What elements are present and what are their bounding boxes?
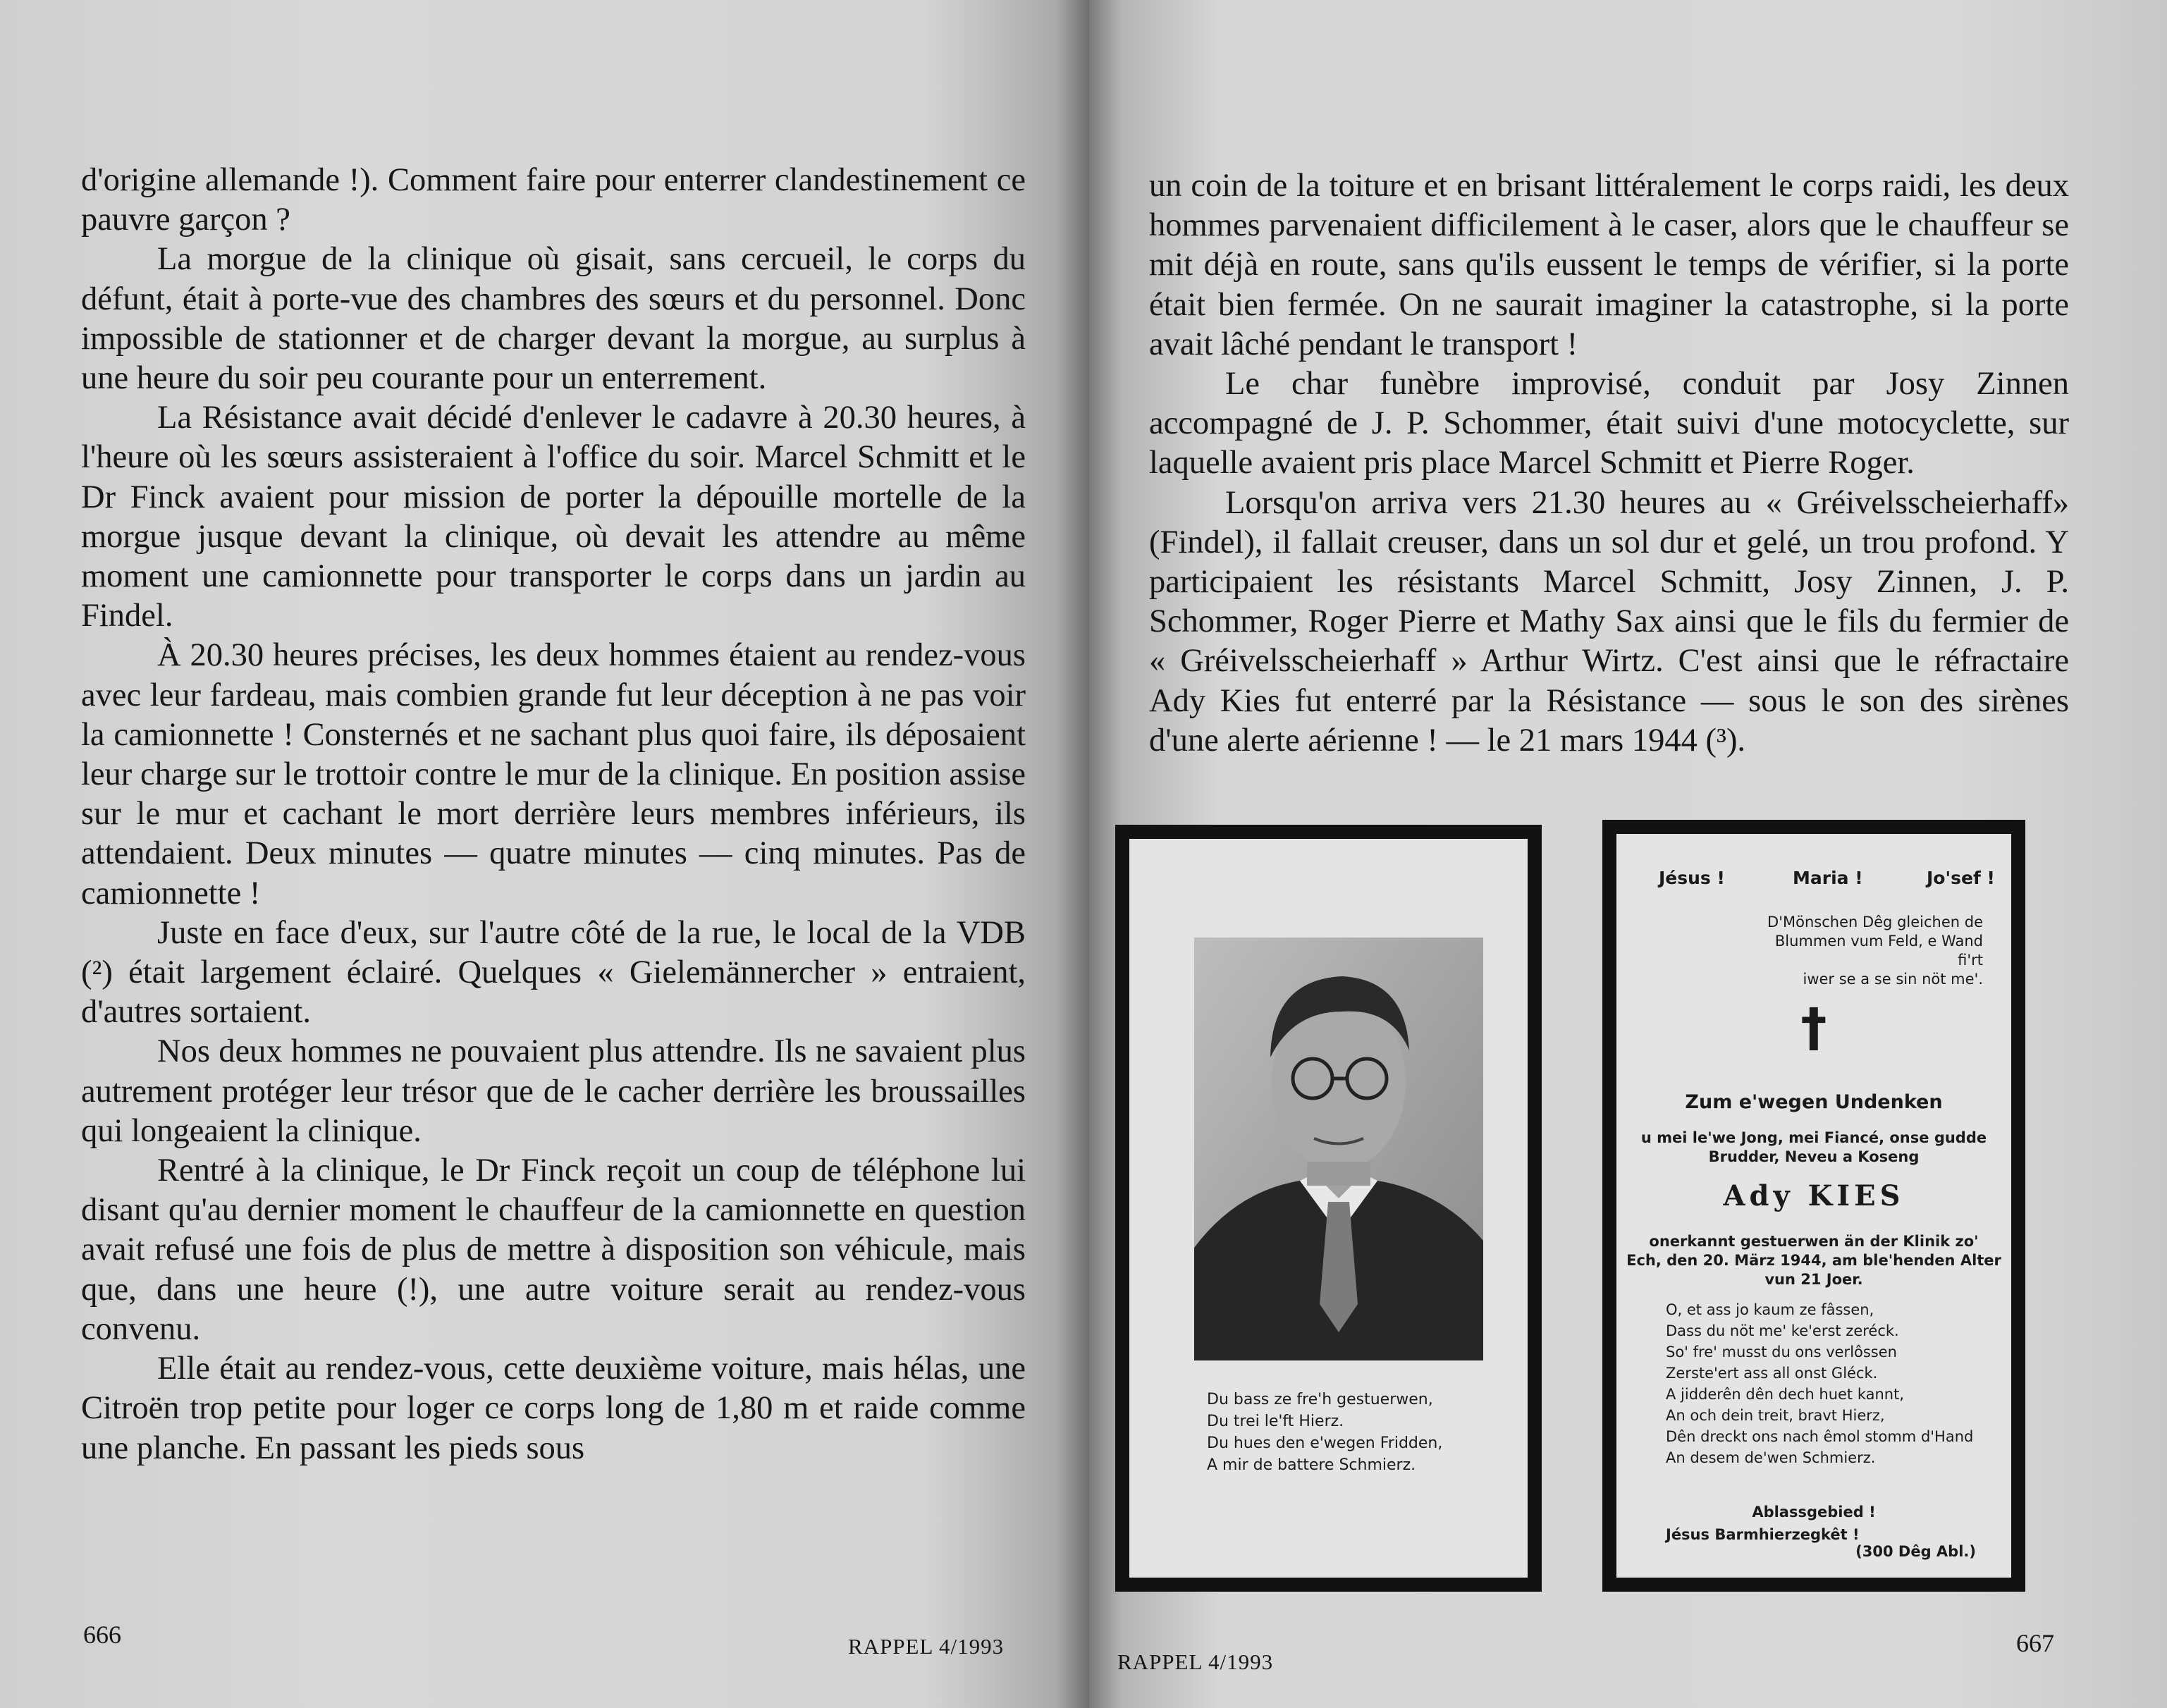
death-line: Ech, den 20. März 1944, am ble'henden Alter	[1626, 1252, 2001, 1269]
poem-line: Zerste'ert ass all onst Gléck.	[1666, 1365, 1878, 1382]
left-body-text	[81, 161, 1026, 1468]
poem-line: Du bass ze fre'h gestuerwen,	[1207, 1391, 1433, 1408]
paragraph: Lorsqu'on arriva vers 21.30 heures au « Gréivelsscheierhaff» (Findel), il fallait creuser, dans un sol dur et gelé, un trou profond. Y participaient les résistants Marcel Schmitt, Josy Zinnen, J. P. Schommer, Roger Pierre et Mathy Sax ainsi que le fils du fermier de « Gréivelsscheierhaff » Arthur Wirtz. C'est ainsi que le réfractaire Ady Kies fut enterré par la Résistance — sous le son des sirènes d'une alerte aérienne ! — le 21 mars 1944 (³).	[1149, 484, 2069, 758]
portrait-photo	[1194, 938, 1483, 1360]
header-maria: Maria !	[1793, 868, 1863, 888]
relation-line: Brudder, Neveu a Koseng	[1708, 1148, 1920, 1165]
poem-line: O, et ass jo kaum ze fâssen,	[1666, 1301, 1874, 1318]
death-line: onerkannt gestuerwen än der Klinik zo'	[1649, 1233, 1979, 1250]
header-jesus: Jésus !	[1659, 868, 1725, 888]
poem-line: An desem de'wen Schmierz.	[1666, 1449, 1876, 1466]
memorial-title: Zum e'wegen Undenken	[1685, 1091, 1943, 1113]
paragraph: un coin de la toiture et en brisant littéralement le corps raidi, les deux hommes parvenaient difficilement à le caser, alors que le chauffeur se mit déjà en route, sans qu'ils eussent le temps de vérifier, si la porte était bien fermée. On ne saurait imaginer la catastrophe, si la porte avait lâché pendant le transport !	[1149, 168, 2069, 362]
poem-line: Du hues den e'wegen Fridden,	[1207, 1434, 1443, 1452]
paragraph: Le char funèbre improvisé, conduit par Josy Zinnen accompagné de J. P. Schommer, était suivi d'une motocyclette, sur laquelle avaient pris place Marcel Schmitt et Pierre Roger.	[1149, 366, 2069, 481]
paragraph: d'origine allemande !). Comment faire pour enterrer clandestinement ce pauvre garçon ?	[81, 162, 1026, 238]
poem-line: Dên dreckt ons nach êmol stomm d'Hand	[1666, 1428, 1974, 1445]
portrait-illustration	[1194, 938, 1483, 1360]
cross-symbol: †	[1800, 997, 1827, 1058]
poem-line: A mir de battere Schmierz.	[1207, 1456, 1416, 1474]
portrait-card	[1115, 825, 1542, 1592]
paragraph: Elle était au rendez-vous, cette deuxième voiture, mais hélas, une Citroën trop petite pour loger ce corps long de 1,80 m et raide comme une planche. En passant les pieds sous	[81, 1351, 1026, 1466]
page-number: 667	[2016, 1629, 2054, 1657]
paragraph: À 20.30 heures précises, les deux hommes étaient au rendez-vous avec leur fardeau, mais combien grande fut leur déception à ne pas voir la camionnette ! Consternés et ne sachant plus quoi faire, ils déposaient leur charge sur le trottoir contre le mur de la clinique. En position assise sur le mur et cachant le mort derrière leurs membres inférieurs, ils attendaient. Deux minutes — quatre minutes — cinq minutes. Pas de camionnette !	[81, 637, 1026, 911]
right-page	[1089, 0, 2167, 1708]
poem-line: So' fre' musst du ons verlôssen	[1666, 1344, 1897, 1360]
memorial-card	[1602, 820, 2025, 1592]
memorial-relation	[1616, 1129, 2011, 1167]
quote-line: D'Mönschen Dêg gleichen de	[1767, 914, 1983, 930]
poem-line: An och dein treit, bravt Hierz,	[1666, 1407, 1885, 1424]
relation-line: u mei le'we Jong, mei Fiancé, onse gudde	[1640, 1129, 1987, 1146]
death-notice	[1616, 1232, 2011, 1289]
death-line: vun 21 Joer.	[1764, 1271, 1863, 1288]
poem-line: A jidderên dên dech huet kannt,	[1666, 1386, 1905, 1403]
paragraph: Rentré à la clinique, le Dr Finck reçoit un coup de téléphone lui disant qu'au dernier moment le chauffeur de la camionnette en question avait refusé une fois de plus de mettre à disposition son véhicule, mais que, dans une heure (!), une autre voiture serait au rendez-vous convenu.	[81, 1153, 1026, 1347]
poem-line: Dass du nöt me' ke'erst zeréck.	[1666, 1322, 1899, 1339]
prayer-note: (300 Dêg Abl.)	[1855, 1543, 1976, 1560]
poem-line: Du trei le'ft Hierz.	[1207, 1413, 1344, 1430]
prayer-text: Jésus Barmhierzegkêt !	[1666, 1526, 1860, 1543]
right-body-text	[1149, 166, 2069, 761]
paragraph: La Résistance avait décidé d'enlever le cadavre à 20.30 heures, à l'heure où les sœurs assisteraient à l'office du soir. Marcel Schmitt et le Dr Finck avaient pour mission de porter la dépouille mortelle de la morgue jusque devant la clinique, où devait les attendre au même moment une camionnette pour transporter le corps dans un jardin au Findel.	[81, 400, 1026, 634]
deceased-name: Ady KIES	[1723, 1179, 1905, 1212]
portrait-poem	[1207, 1389, 1442, 1476]
paragraph: Juste en face d'eux, sur l'autre côté de la rue, le local de la VDB (²) était largement éclairé. Quelques « Gielemännercher » entraient, d'autres sortaient.	[81, 914, 1026, 1031]
memorial-quote	[1757, 913, 1983, 989]
paragraph: La morgue de la clinique où gisait, sans cercueil, le corps du défunt, était à porte-vue des chambres des sœurs et du personnel. Donc impossible de stationner et de charger devant la morgue, au surplus à une heure du soir peu courante pour un enterrement.	[81, 241, 1026, 397]
memorial-poem	[1666, 1299, 1973, 1468]
running-footer: RAPPEL 4/1993	[848, 1634, 1005, 1659]
paragraph: Nos deux hommes ne pouvaient plus attendre. Ils ne savaient plus autrement protéger leur trésor que de le cacher derrière les broussailles qui longeaient la clinique.	[81, 1033, 1026, 1149]
page-number: 666	[83, 1621, 121, 1649]
quote-line: Blummen vum Feld, e Wand fi'rt	[1774, 933, 1983, 969]
running-footer: RAPPEL 4/1993	[1117, 1649, 1274, 1674]
indulgence-heading: Ablassgebied !	[1752, 1504, 1876, 1520]
quote-line: iwer se a se sin nöt me'.	[1803, 971, 1983, 988]
header-josef: Jo'sef !	[1927, 868, 1995, 888]
prayer-line	[1666, 1526, 1976, 1560]
